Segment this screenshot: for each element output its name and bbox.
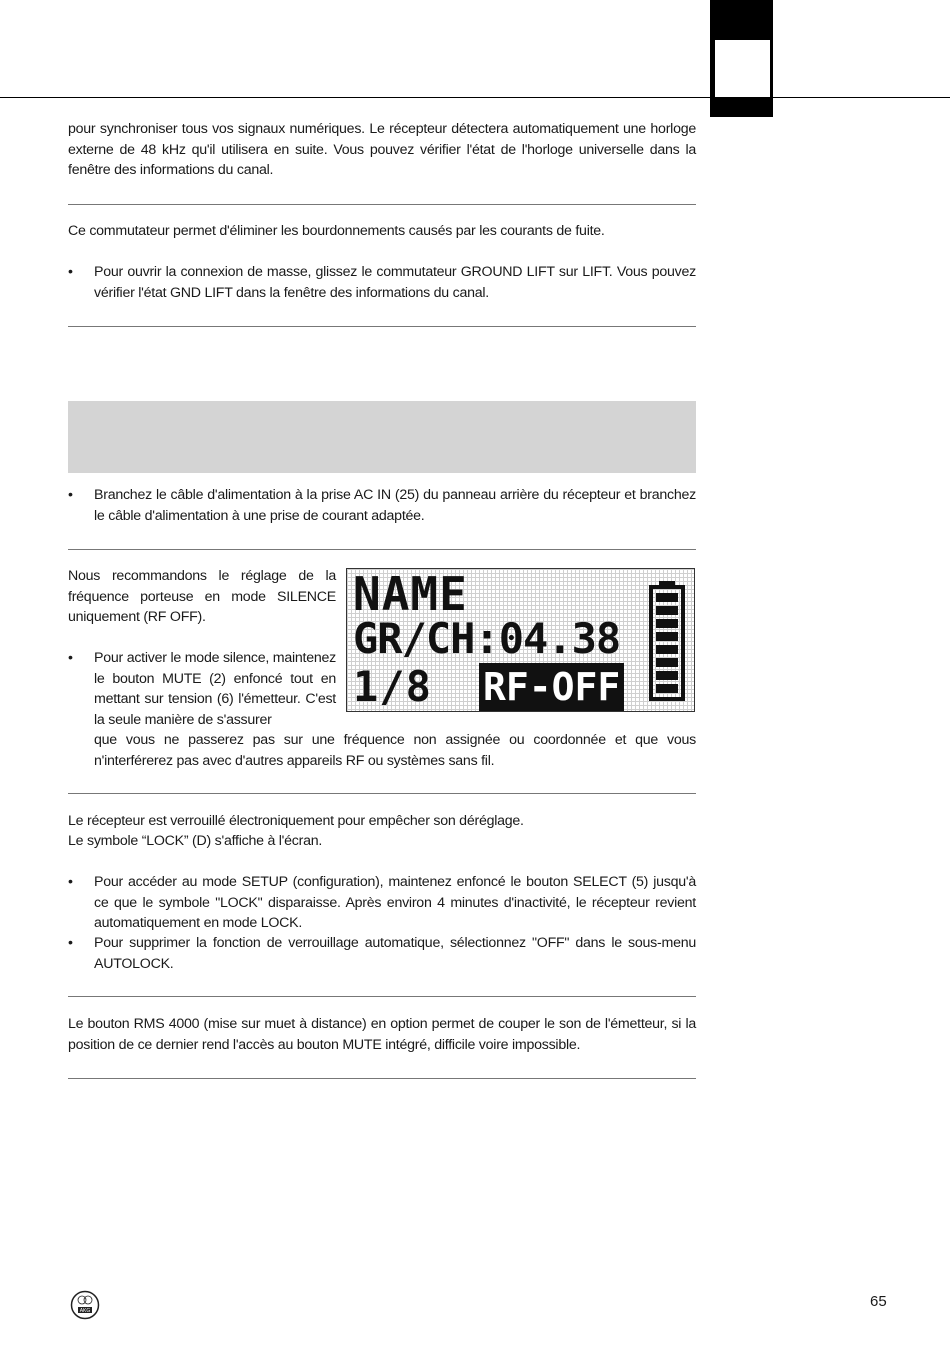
battery-bar — [656, 645, 678, 654]
lock-paragraph-1: Le récepteur est verrouillé électroniquement pour empêcher son déréglage. — [68, 813, 524, 829]
battery-bar — [656, 606, 678, 615]
lcd-rf-off-indicator: RF-OFF — [479, 663, 624, 711]
bullet-icon: • — [68, 650, 73, 666]
lcd-group-line: 1/8 — [353, 662, 432, 711]
section-heading-box — [68, 401, 696, 473]
ground-lift-bullet — [68, 262, 696, 303]
battery-icon — [649, 581, 685, 701]
bullet-text: Pour supprimer la fonction de verrouillage automatique, sélectionnez "OFF" dans le sous-menu AUTOLOCK. — [94, 935, 696, 972]
battery-bar — [656, 658, 678, 667]
bullet-icon: • — [68, 487, 73, 503]
section-divider — [68, 204, 696, 205]
silence-bullet-continuation: que vous ne passerez pas sur une fréquence non assignée ou coordonnée et que vous n'interférerez pas avec d'autres appareils RF ou systèmes sans fil. — [94, 732, 696, 769]
bullet-text: Pour activer le mode silence, maintenez le bouton MUTE (2) enfoncé tout en mettant sur tension (6) l'émetteur. C'est la seule manière de s'assurer — [94, 650, 336, 728]
lock-paragraph-2: Le symbole “LOCK” (D) s'affiche à l'écran. — [68, 833, 323, 849]
bullet-text: Branchez le câble d'alimentation à la prise AC IN (25) du panneau arrière du récepteur et branchez le câble d'alimentation à une prise de courant adaptée. — [94, 487, 696, 524]
header-rule — [0, 97, 950, 98]
bullet-icon: • — [68, 264, 73, 280]
bullet-text: Pour ouvrir la connexion de masse, glissez le commutateur GROUND LIFT sur LIFT. Vous pouvez vérifier l'état GND LIFT dans la fenêtre des informations du canal. — [94, 264, 696, 301]
section-divider — [68, 793, 696, 794]
page-number: 65 — [870, 1293, 887, 1310]
chapter-tab-window — [715, 40, 770, 97]
logo-text: AKG — [79, 1308, 91, 1314]
ground-lift-paragraph: Ce commutateur permet d'éliminer les bourdonnements causés par les courants de fuite. — [68, 223, 605, 239]
lock-bullet-2 — [68, 933, 696, 974]
battery-bar — [656, 593, 678, 602]
battery-bar — [656, 671, 678, 680]
lcd-channel-line: GR/CH:04.38 — [353, 614, 621, 663]
akg-logo-icon — [70, 1290, 100, 1320]
battery-bar — [656, 632, 678, 641]
power-bullet — [68, 485, 696, 526]
section-divider — [68, 549, 696, 550]
lcd-display — [346, 568, 695, 712]
battery-bar — [656, 619, 678, 628]
lock-bullet-1 — [68, 872, 696, 934]
bullet-icon: • — [68, 874, 73, 890]
section-divider — [68, 326, 696, 327]
intro-paragraph: pour synchroniser tous vos signaux numériques. Le récepteur détectera automatiquement une horloge externe de 48 kHz qu'il utilisera en suite. Vous pouvez vérifier l'état de l'horloge universelle dans la fenêtre des informations du canal. — [68, 121, 696, 178]
battery-bar — [656, 684, 678, 693]
silence-paragraph: Nous recommandons le réglage de la fréquence porteuse en mode SILENCE uniquement (RF OFF). — [68, 568, 336, 625]
rms-paragraph: Le bouton RMS 4000 (mise sur muet à distance) en option permet de couper le son de l'émetteur, si la position de ce dernier rend l'accès au bouton MUTE intégré, difficile voire impossible. — [68, 1016, 696, 1053]
bullet-text: Pour accéder au mode SETUP (configuration), maintenez enfoncé le bouton SELECT (5) jusqu'à ce que le symbole "LOCK" disparaisse. Après environ 4 minutes d'inactivité, le récepteur revient automatiquement en mode LOCK. — [94, 874, 696, 931]
silence-bullet — [68, 648, 336, 730]
section-divider — [68, 1078, 696, 1079]
lcd-name-line: NAME — [353, 568, 468, 621]
bullet-icon: • — [68, 935, 73, 951]
section-divider — [68, 996, 696, 997]
